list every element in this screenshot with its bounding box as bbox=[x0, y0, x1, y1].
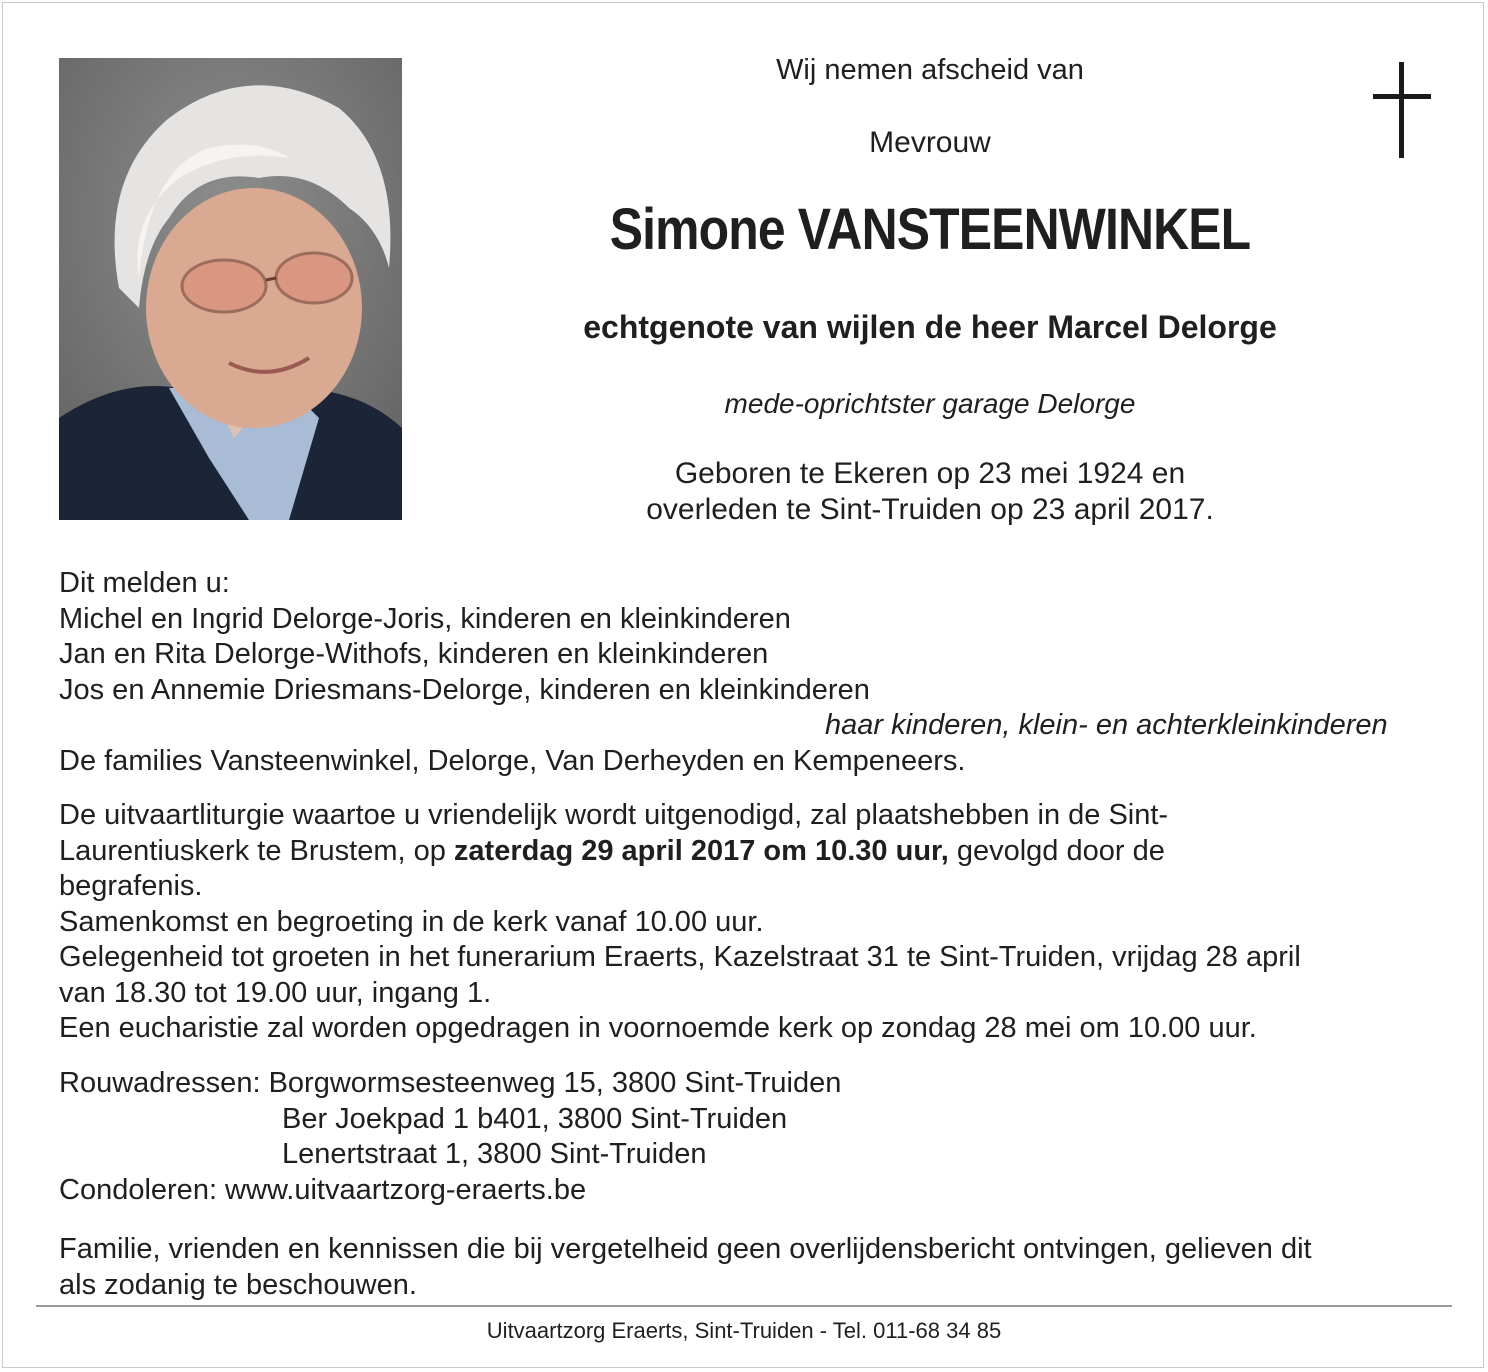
spouse-line: echtgenote van wijlen de heer Marcel Delorge bbox=[583, 309, 1277, 345]
announcement-block bbox=[59, 566, 1388, 779]
ceremony-line: van 18.30 tot 19.00 uur, ingang 1. bbox=[59, 976, 492, 1009]
ceremony-text: gevolgd door de bbox=[948, 834, 1165, 867]
family-line: Jos en Annemie Driesmans-Delorge, kinderen en kleinkinderen bbox=[59, 673, 870, 706]
family-line: Jan en Rita Delorge-Withofs, kinderen en kleinkinderen bbox=[59, 638, 769, 670]
closing-line: als zodanig te beschouwen. bbox=[59, 1268, 417, 1301]
family-line: Michel en Ingrid Delorge-Joris, kinderen en kleinkinderen bbox=[59, 602, 791, 635]
birth-death-dates bbox=[480, 456, 1380, 528]
portrait-photo bbox=[59, 58, 402, 520]
address-label: Rouwadressen: bbox=[59, 1067, 269, 1099]
ceremony-line: Gelegenheid tot groeten in het funerarium Eraerts, Kazelstraat 31 te Sint-Truiden, vrijdag 28 april bbox=[59, 941, 1301, 973]
closing-block bbox=[59, 1232, 1312, 1303]
condolences-line: Condoleren: www.uitvaartzorg-eraerts.be bbox=[59, 1173, 587, 1206]
closing-line: Familie, vrienden en kennissen die bij vergetelheid geen overlijdensbericht ontvingen, gelieven dit bbox=[59, 1233, 1312, 1265]
address-line: Lenertstraat 1, 3800 Sint-Truiden bbox=[282, 1138, 707, 1170]
address-value: Borgwormsesteenweg 15, 3800 Sint-Truiden bbox=[268, 1067, 842, 1099]
role-line: mede-oprichtster garage Delorge bbox=[724, 388, 1136, 419]
intro-text: Wij nemen afscheid van bbox=[776, 54, 1084, 86]
ceremony-line: Samenkomst en begroeting in de kerk vanaf 10.00 uur. bbox=[59, 905, 764, 938]
address-block bbox=[59, 1066, 841, 1208]
birth-line: Geboren te Ekeren op 23 mei 1924 en bbox=[674, 457, 1186, 490]
address-line: Ber Joekpad 1 b401, 3800 Sint-Truiden bbox=[282, 1102, 788, 1135]
announce-lead: Dit melden u: bbox=[59, 567, 230, 599]
ceremony-line: De uitvaartliturgie waartoe u vriendelijk wordt uitgenodigd, zal plaatshebben in de Sint- bbox=[59, 799, 1169, 831]
families-line: De families Vansteenwinkel, Delorge, Van Derheyden en Kempeneers. bbox=[59, 744, 966, 777]
ceremony-line: begrafenis. bbox=[59, 870, 203, 902]
ceremony-text: Laurentiuskerk te Brustem, op bbox=[59, 834, 454, 867]
ceremony-datetime: zaterdag 29 april 2017 om 10.30 uur, bbox=[453, 834, 949, 867]
footer-text: Uitvaartzorg Eraerts, Sint-Truiden - Tel. 011-68 34 85 bbox=[486, 1318, 1002, 1343]
death-line: overleden te Sint-Truiden op 23 april 2017. bbox=[646, 493, 1214, 526]
grandchildren-line: haar kinderen, klein- en achterkleinkinderen bbox=[825, 709, 1388, 741]
honorific: Mevrouw bbox=[869, 126, 991, 159]
address-line bbox=[59, 1066, 841, 1102]
ceremony-block bbox=[59, 798, 1301, 1047]
ceremony-line: Een eucharistie zal worden opgedragen in voornoemde kerk op zondag 28 mei om 10.00 uur. bbox=[59, 1012, 1257, 1044]
deceased-name: Simone VANSTEENWINKEL bbox=[609, 197, 1251, 262]
footer-divider bbox=[36, 1305, 1452, 1307]
ceremony-line bbox=[59, 834, 1301, 870]
